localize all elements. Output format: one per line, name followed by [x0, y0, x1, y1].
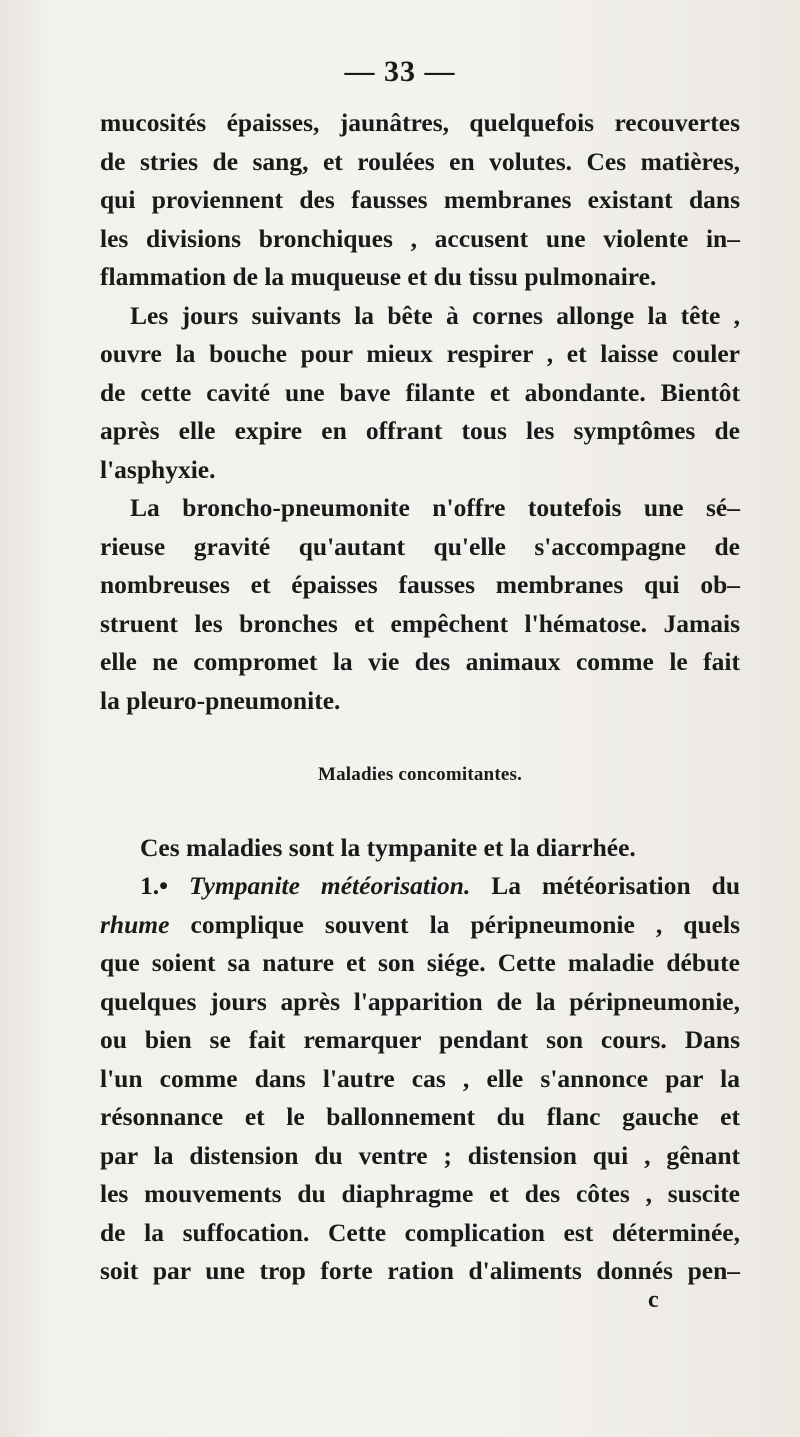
text-line: Les jours suivants la bête à cornes allonge la tête ,: [130, 300, 740, 330]
signature-mark: c: [648, 1287, 659, 1313]
text-line: les divisions bronchiques , accusent une violente in–: [100, 223, 740, 253]
item-title: Tympanite météorisation.: [189, 871, 471, 900]
text-line: [100, 867, 740, 906]
text-line: mucosités épaisses, jaunâtres, quelquefois recouvertes: [100, 108, 740, 137]
page-number: — 33 —: [344, 55, 456, 88]
text-fragment: complique souvent la péripneumonie , quels: [169, 909, 740, 939]
text-line: résonnance et le ballonnement du flanc gauche et: [100, 1102, 740, 1131]
text-line: que soient sa nature et son siége. Cette maladie débute: [100, 948, 740, 977]
text-line: l'asphyxie.: [100, 454, 216, 484]
paragraph-tympanite: [100, 867, 740, 1291]
text-line: de cette cavité une bave filante et abondante. Bientôt: [100, 377, 740, 407]
text-line: struent les bronches et empêchent l'hématose. Jamais: [100, 608, 740, 638]
text-line: La broncho-pneumonite n'offre toutefois une sé–: [130, 493, 740, 522]
text-line: elle ne compromet la vie des animaux comme le fait: [100, 647, 740, 676]
text-line: de la suffocation. Cette complication est déterminée,: [100, 1217, 740, 1247]
text-line: après elle expire en offrant tous les symptômes de: [100, 416, 740, 445]
italic-term: rhume: [100, 909, 170, 939]
text-line: ou bien se fait remarquer pendant son cours. Dans: [100, 1025, 740, 1054]
text-line: la pleuro-pneumonite.: [100, 685, 341, 715]
paragraph-continued: [100, 104, 740, 297]
text-fragment: La météorisation du: [470, 871, 740, 900]
item-number: 1.•: [140, 871, 169, 900]
text-line: de stries de sang, et roulées en volutes. Ces matières,: [100, 146, 740, 176]
text-line: qui proviennent des fausses membranes existant dans: [100, 185, 740, 214]
text-line: soit par une trop forte ration d'aliments donnés pen–: [100, 1256, 740, 1285]
text-line: Ces maladies sont la tympanite et la diarrhée.: [140, 832, 636, 862]
text-line: quelques jours après l'apparition de la péripneumonie,: [100, 986, 740, 1016]
text-line: l'un comme dans l'autre cas , elle s'annonce par la: [100, 1063, 740, 1093]
page-body: [100, 104, 740, 1291]
paragraph-broncho-pneumonite: [100, 489, 740, 720]
text-line: par la distension du ventre ; distension qui , gênant: [100, 1140, 740, 1170]
text-line: rieuse gravité qu'autant qu'elle s'accompagne de: [100, 531, 740, 561]
text-line: nombreuses et épaisses fausses membranes qui ob–: [100, 570, 740, 599]
text-line: ouvre la bouche pour mieux respirer , et laisse couler: [100, 339, 740, 368]
text-line: les mouvements du diaphragme et des côtes , suscite: [100, 1179, 740, 1208]
paragraph-intro: [100, 829, 740, 868]
section-heading: Maladies concomitantes.: [317, 764, 523, 785]
text-line: [100, 906, 740, 945]
paragraph-asphyxie: [100, 297, 740, 490]
text-line: flammation de la muqueuse et du tissu pulmonaire.: [100, 262, 657, 291]
